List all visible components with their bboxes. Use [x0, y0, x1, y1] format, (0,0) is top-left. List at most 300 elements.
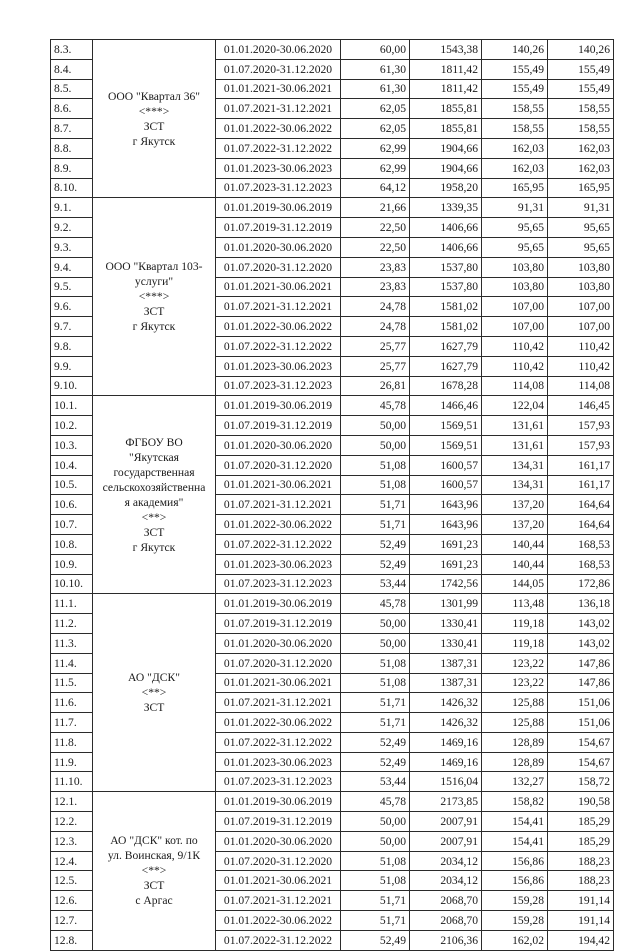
period-cell: 01.07.2023-31.12.2023: [216, 376, 341, 396]
row-number-cell: 11.9.: [51, 752, 93, 772]
value-cell: 25,77: [341, 356, 410, 376]
value-cell: 51,71: [341, 495, 410, 515]
tariff-cell: 1406,66: [410, 218, 482, 238]
rate-cell: 131,61: [482, 416, 548, 436]
rate-cell: 159,28: [482, 911, 548, 931]
rate-cell: 159,28: [482, 891, 548, 911]
organization-line: ООО "Квартал 103-: [105, 260, 203, 274]
row-number-cell: 8.10.: [51, 178, 93, 198]
row-number-cell: 11.10.: [51, 772, 93, 792]
rate-vat-cell: 161,17: [548, 475, 614, 495]
period-cell: 01.07.2022-31.12.2022: [216, 732, 341, 752]
tariff-cell: 1691,23: [410, 534, 482, 554]
row-number-cell: 11.1.: [51, 594, 93, 614]
rate-vat-cell: 158,55: [548, 119, 614, 139]
organization-cell: [93, 792, 216, 950]
organization-line: ЗСТ: [143, 305, 165, 319]
rate-vat-cell: 162,03: [548, 158, 614, 178]
period-cell: 01.07.2023-31.12.2023: [216, 574, 341, 594]
value-cell: 50,00: [341, 831, 410, 851]
rate-vat-cell: 110,42: [548, 336, 614, 356]
tariff-cell: 1904,66: [410, 138, 482, 158]
organization-line: сельскохозяйственна: [102, 480, 206, 494]
rate-cell: 134,31: [482, 475, 548, 495]
row-number-cell: 12.1.: [51, 792, 93, 812]
value-cell: 26,81: [341, 376, 410, 396]
value-cell: 52,49: [341, 930, 410, 950]
period-cell: 01.07.2021-31.12.2021: [216, 297, 341, 317]
period-cell: 01.01.2021-30.06.2021: [216, 871, 341, 891]
rate-vat-cell: 140,26: [548, 40, 614, 60]
tariff-cell: 1691,23: [410, 554, 482, 574]
rate-cell: 125,88: [482, 693, 548, 713]
rate-vat-cell: 188,23: [548, 851, 614, 871]
rate-vat-cell: 185,29: [548, 831, 614, 851]
tariff-cell: 1569,51: [410, 416, 482, 436]
period-cell: 01.07.2021-31.12.2021: [216, 495, 341, 515]
row-number-cell: 9.1.: [51, 198, 93, 218]
period-cell: 01.07.2020-31.12.2020: [216, 257, 341, 277]
row-number-cell: 10.6.: [51, 495, 93, 515]
organization-line: ЗСТ: [143, 119, 165, 133]
period-cell: 01.07.2019-31.12.2019: [216, 614, 341, 634]
period-cell: 01.01.2020-30.06.2020: [216, 237, 341, 257]
rate-cell: 122,04: [482, 396, 548, 416]
rate-cell: 110,42: [482, 356, 548, 376]
rate-cell: 114,08: [482, 376, 548, 396]
value-cell: 50,00: [341, 633, 410, 653]
rate-cell: 144,05: [482, 574, 548, 594]
organization-line: <***>: [138, 104, 170, 118]
tariff-cell: 1643,96: [410, 495, 482, 515]
row-number-cell: 12.6.: [51, 891, 93, 911]
organization-line: ЗСТ: [143, 701, 165, 715]
row-number-cell: 9.9.: [51, 356, 93, 376]
period-cell: 01.07.2019-31.12.2019: [216, 416, 341, 436]
table-row: [51, 396, 614, 416]
rate-cell: 134,31: [482, 455, 548, 475]
value-cell: 61,30: [341, 59, 410, 79]
rate-cell: 131,61: [482, 435, 548, 455]
tariff-cell: 1581,02: [410, 317, 482, 337]
value-cell: 50,00: [341, 614, 410, 634]
tariff-cell: 1811,42: [410, 59, 482, 79]
organization-line: ул. Воинская, 9/1К: [107, 849, 201, 863]
tariff-cell: 1581,02: [410, 297, 482, 317]
organization-line: ЗСТ: [143, 525, 165, 539]
row-number-cell: 12.5.: [51, 871, 93, 891]
table-row: [51, 198, 614, 218]
table-row: [51, 792, 614, 812]
row-number-cell: 12.4.: [51, 851, 93, 871]
value-cell: 23,83: [341, 277, 410, 297]
tariff-cell: 1958,20: [410, 178, 482, 198]
rate-vat-cell: 107,00: [548, 317, 614, 337]
organization-line: г Якутск: [132, 540, 176, 554]
value-cell: 52,49: [341, 732, 410, 752]
tariff-cell: 1387,31: [410, 673, 482, 693]
tariff-table-body: [51, 40, 614, 951]
tariff-cell: 2034,12: [410, 851, 482, 871]
tariff-cell: 1339,35: [410, 198, 482, 218]
rate-cell: 162,02: [482, 930, 548, 950]
rate-cell: 162,03: [482, 158, 548, 178]
rate-cell: 128,89: [482, 732, 548, 752]
rate-cell: 162,03: [482, 138, 548, 158]
row-number-cell: 11.6.: [51, 693, 93, 713]
row-number-cell: 10.2.: [51, 416, 93, 436]
tariff-cell: 1426,32: [410, 693, 482, 713]
rate-cell: 137,20: [482, 495, 548, 515]
organization-line: государственная: [113, 465, 195, 479]
tariff-cell: 1811,42: [410, 79, 482, 99]
tariff-cell: 1406,66: [410, 237, 482, 257]
rate-vat-cell: 165,95: [548, 178, 614, 198]
rate-vat-cell: 190,58: [548, 792, 614, 812]
tariff-cell: 1330,41: [410, 633, 482, 653]
rate-vat-cell: 146,45: [548, 396, 614, 416]
value-cell: 24,78: [341, 317, 410, 337]
organization-line: с Аргас: [135, 894, 173, 908]
row-number-cell: 10.3.: [51, 435, 93, 455]
value-cell: 45,78: [341, 594, 410, 614]
value-cell: 62,99: [341, 158, 410, 178]
rate-cell: 107,00: [482, 317, 548, 337]
value-cell: 62,99: [341, 138, 410, 158]
period-cell: 01.07.2022-31.12.2022: [216, 930, 341, 950]
rate-vat-cell: 168,53: [548, 534, 614, 554]
value-cell: 52,49: [341, 752, 410, 772]
row-number-cell: 11.3.: [51, 633, 93, 653]
rate-vat-cell: 164,64: [548, 515, 614, 535]
value-cell: 51,71: [341, 911, 410, 931]
tariff-cell: 1301,99: [410, 594, 482, 614]
row-number-cell: 10.10.: [51, 574, 93, 594]
rate-cell: 103,80: [482, 257, 548, 277]
rate-cell: 113,48: [482, 594, 548, 614]
period-cell: 01.07.2021-31.12.2021: [216, 693, 341, 713]
value-cell: 25,77: [341, 336, 410, 356]
organization-line: <***>: [138, 290, 170, 304]
tariff-cell: 1469,16: [410, 732, 482, 752]
tariff-cell: 1627,79: [410, 356, 482, 376]
period-cell: 01.01.2020-30.06.2020: [216, 633, 341, 653]
period-cell: 01.01.2019-30.06.2019: [216, 198, 341, 218]
period-cell: 01.01.2021-30.06.2021: [216, 79, 341, 99]
value-cell: 53,44: [341, 772, 410, 792]
value-cell: 51,08: [341, 653, 410, 673]
period-cell: 01.07.2019-31.12.2019: [216, 218, 341, 238]
rate-vat-cell: 188,23: [548, 871, 614, 891]
tariff-cell: 1855,81: [410, 119, 482, 139]
row-number-cell: 11.4.: [51, 653, 93, 673]
rate-vat-cell: 143,02: [548, 614, 614, 634]
rate-vat-cell: 143,02: [548, 633, 614, 653]
row-number-cell: 11.8.: [51, 732, 93, 752]
period-cell: 01.01.2022-30.06.2022: [216, 515, 341, 535]
organization-line: <**>: [141, 510, 167, 524]
tariff-cell: 2173,85: [410, 792, 482, 812]
value-cell: 21,66: [341, 198, 410, 218]
row-number-cell: 9.3.: [51, 237, 93, 257]
row-number-cell: 11.2.: [51, 614, 93, 634]
row-number-cell: 9.5.: [51, 277, 93, 297]
rate-vat-cell: 157,93: [548, 435, 614, 455]
organization-line: я академия": [124, 495, 184, 509]
period-cell: 01.01.2022-30.06.2022: [216, 911, 341, 931]
period-cell: 01.01.2023-30.06.2023: [216, 752, 341, 772]
value-cell: 51,08: [341, 673, 410, 693]
row-number-cell: 11.7.: [51, 713, 93, 733]
rate-cell: 132,27: [482, 772, 548, 792]
rate-vat-cell: 164,64: [548, 495, 614, 515]
tariff-cell: 1627,79: [410, 336, 482, 356]
period-cell: 01.01.2021-30.06.2021: [216, 475, 341, 495]
rate-cell: 165,95: [482, 178, 548, 198]
rate-vat-cell: 147,86: [548, 653, 614, 673]
row-number-cell: 9.2.: [51, 218, 93, 238]
rate-vat-cell: 95,65: [548, 237, 614, 257]
rate-vat-cell: 147,86: [548, 673, 614, 693]
period-cell: 01.07.2019-31.12.2019: [216, 812, 341, 832]
period-cell: 01.07.2022-31.12.2022: [216, 534, 341, 554]
rate-cell: 158,55: [482, 99, 548, 119]
rate-vat-cell: 155,49: [548, 79, 614, 99]
rate-vat-cell: 151,06: [548, 693, 614, 713]
rate-cell: 156,86: [482, 851, 548, 871]
value-cell: 51,08: [341, 455, 410, 475]
row-number-cell: 10.9.: [51, 554, 93, 574]
tariff-cell: 2068,70: [410, 911, 482, 931]
rate-vat-cell: 155,49: [548, 59, 614, 79]
tariff-cell: 1537,80: [410, 257, 482, 277]
tariff-cell: 2106,36: [410, 930, 482, 950]
value-cell: 51,08: [341, 871, 410, 891]
row-number-cell: 12.2.: [51, 812, 93, 832]
value-cell: 60,00: [341, 40, 410, 60]
row-number-cell: 12.7.: [51, 911, 93, 931]
period-cell: 01.01.2019-30.06.2019: [216, 792, 341, 812]
row-number-cell: 11.5.: [51, 673, 93, 693]
rate-cell: 154,41: [482, 831, 548, 851]
rate-cell: 154,41: [482, 812, 548, 832]
rate-vat-cell: 103,80: [548, 257, 614, 277]
rate-vat-cell: 194,42: [548, 930, 614, 950]
period-cell: 01.01.2020-30.06.2020: [216, 831, 341, 851]
rate-vat-cell: 95,65: [548, 218, 614, 238]
rate-cell: 140,26: [482, 40, 548, 60]
row-number-cell: 8.6.: [51, 99, 93, 119]
rate-cell: 125,88: [482, 713, 548, 733]
table-row: [51, 40, 614, 60]
row-number-cell: 9.7.: [51, 317, 93, 337]
tariff-table: [50, 39, 614, 951]
tariff-cell: 1426,32: [410, 713, 482, 733]
rate-cell: 158,82: [482, 792, 548, 812]
value-cell: 50,00: [341, 812, 410, 832]
rate-vat-cell: 114,08: [548, 376, 614, 396]
row-number-cell: 10.4.: [51, 455, 93, 475]
value-cell: 51,71: [341, 693, 410, 713]
organization-line: услуги": [134, 275, 174, 289]
rate-vat-cell: 107,00: [548, 297, 614, 317]
tariff-cell: 1678,28: [410, 376, 482, 396]
value-cell: 51,08: [341, 851, 410, 871]
row-number-cell: 8.9.: [51, 158, 93, 178]
row-number-cell: 9.4.: [51, 257, 93, 277]
period-cell: 01.07.2020-31.12.2020: [216, 851, 341, 871]
organization-line: ФГБОУ ВО: [125, 435, 183, 449]
tariff-cell: 2034,12: [410, 871, 482, 891]
row-number-cell: 10.1.: [51, 396, 93, 416]
rate-vat-cell: 136,18: [548, 594, 614, 614]
organization-cell: [93, 396, 216, 594]
value-cell: 23,83: [341, 257, 410, 277]
rate-cell: 123,22: [482, 673, 548, 693]
tariff-cell: 1643,96: [410, 515, 482, 535]
tariff-cell: 1537,80: [410, 277, 482, 297]
value-cell: 51,71: [341, 515, 410, 535]
rate-cell: 95,65: [482, 237, 548, 257]
rate-cell: 91,31: [482, 198, 548, 218]
rate-cell: 119,18: [482, 633, 548, 653]
value-cell: 62,05: [341, 119, 410, 139]
tariff-cell: 1569,51: [410, 435, 482, 455]
value-cell: 45,78: [341, 396, 410, 416]
row-number-cell: 9.10.: [51, 376, 93, 396]
value-cell: 24,78: [341, 297, 410, 317]
row-number-cell: 12.3.: [51, 831, 93, 851]
period-cell: 01.07.2020-31.12.2020: [216, 59, 341, 79]
rate-vat-cell: 151,06: [548, 713, 614, 733]
rate-vat-cell: 162,03: [548, 138, 614, 158]
period-cell: 01.01.2023-30.06.2023: [216, 356, 341, 376]
tariff-cell: 1516,04: [410, 772, 482, 792]
value-cell: 22,50: [341, 237, 410, 257]
tariff-cell: 1466,46: [410, 396, 482, 416]
rate-cell: 140,44: [482, 554, 548, 574]
row-number-cell: 8.4.: [51, 59, 93, 79]
tariff-cell: 1387,31: [410, 653, 482, 673]
rate-vat-cell: 110,42: [548, 356, 614, 376]
organization-cell: [93, 198, 216, 396]
period-cell: 01.07.2021-31.12.2021: [216, 891, 341, 911]
organization-line: <**>: [141, 686, 167, 700]
rate-cell: 155,49: [482, 79, 548, 99]
period-cell: 01.01.2022-30.06.2022: [216, 119, 341, 139]
period-cell: 01.01.2021-30.06.2021: [216, 673, 341, 693]
period-cell: 01.07.2023-31.12.2023: [216, 178, 341, 198]
value-cell: 61,30: [341, 79, 410, 99]
rate-cell: 123,22: [482, 653, 548, 673]
row-number-cell: 8.8.: [51, 138, 93, 158]
rate-cell: 137,20: [482, 515, 548, 535]
rate-vat-cell: 157,93: [548, 416, 614, 436]
rate-cell: 103,80: [482, 277, 548, 297]
rate-vat-cell: 172,86: [548, 574, 614, 594]
tariff-cell: 1600,57: [410, 475, 482, 495]
tariff-cell: 1855,81: [410, 99, 482, 119]
tariff-cell: 2007,91: [410, 812, 482, 832]
value-cell: 62,05: [341, 99, 410, 119]
period-cell: 01.01.2021-30.06.2021: [216, 277, 341, 297]
organization-line: <**>: [141, 864, 167, 878]
rate-vat-cell: 91,31: [548, 198, 614, 218]
rate-cell: 95,65: [482, 218, 548, 238]
rate-vat-cell: 191,14: [548, 891, 614, 911]
rate-vat-cell: 158,72: [548, 772, 614, 792]
tariff-cell: 1469,16: [410, 752, 482, 772]
value-cell: 64,12: [341, 178, 410, 198]
table-row: [51, 594, 614, 614]
row-number-cell: 9.6.: [51, 297, 93, 317]
row-number-cell: 8.7.: [51, 119, 93, 139]
rate-vat-cell: 168,53: [548, 554, 614, 574]
tariff-cell: 2068,70: [410, 891, 482, 911]
rate-cell: 128,89: [482, 752, 548, 772]
organization-line: АО "ДСК": [128, 671, 180, 685]
rate-cell: 156,86: [482, 871, 548, 891]
tariff-cell: 1330,41: [410, 614, 482, 634]
period-cell: 01.01.2022-30.06.2022: [216, 713, 341, 733]
tariff-cell: 1742,56: [410, 574, 482, 594]
rate-cell: 140,44: [482, 534, 548, 554]
row-number-cell: 10.5.: [51, 475, 93, 495]
rate-cell: 107,00: [482, 297, 548, 317]
rate-vat-cell: 161,17: [548, 455, 614, 475]
rate-cell: 110,42: [482, 336, 548, 356]
period-cell: 01.01.2020-30.06.2020: [216, 435, 341, 455]
period-cell: 01.07.2021-31.12.2021: [216, 99, 341, 119]
period-cell: 01.07.2020-31.12.2020: [216, 455, 341, 475]
tariff-cell: 1600,57: [410, 455, 482, 475]
rate-vat-cell: 154,67: [548, 752, 614, 772]
period-cell: 01.01.2020-30.06.2020: [216, 40, 341, 60]
value-cell: 51,71: [341, 713, 410, 733]
tariff-cell: 2007,91: [410, 831, 482, 851]
value-cell: 22,50: [341, 218, 410, 238]
row-number-cell: 12.8.: [51, 930, 93, 950]
value-cell: 51,71: [341, 891, 410, 911]
period-cell: 01.07.2022-31.12.2022: [216, 336, 341, 356]
value-cell: 50,00: [341, 416, 410, 436]
organization-line: АО "ДСК" кот. по: [110, 834, 198, 848]
organization-line: "Якутская: [128, 450, 180, 464]
rate-cell: 155,49: [482, 59, 548, 79]
organization-line: ЗСТ: [143, 879, 165, 893]
organization-line: г Якутск: [132, 320, 176, 334]
value-cell: 45,78: [341, 792, 410, 812]
rate-cell: 158,55: [482, 119, 548, 139]
organization-cell: [93, 40, 216, 198]
row-number-cell: 8.3.: [51, 40, 93, 60]
rate-vat-cell: 154,67: [548, 732, 614, 752]
period-cell: 01.01.2019-30.06.2019: [216, 396, 341, 416]
period-cell: 01.01.2022-30.06.2022: [216, 317, 341, 337]
row-number-cell: 8.5.: [51, 79, 93, 99]
period-cell: 01.07.2022-31.12.2022: [216, 138, 341, 158]
row-number-cell: 10.8.: [51, 534, 93, 554]
rate-vat-cell: 191,14: [548, 911, 614, 931]
organization-line: ООО "Квартал 36": [107, 89, 201, 103]
period-cell: 01.01.2019-30.06.2019: [216, 594, 341, 614]
value-cell: 51,08: [341, 475, 410, 495]
rate-vat-cell: 185,29: [548, 812, 614, 832]
row-number-cell: 10.7.: [51, 515, 93, 535]
rate-vat-cell: 103,80: [548, 277, 614, 297]
period-cell: 01.01.2023-30.06.2023: [216, 158, 341, 178]
tariff-cell: 1904,66: [410, 158, 482, 178]
